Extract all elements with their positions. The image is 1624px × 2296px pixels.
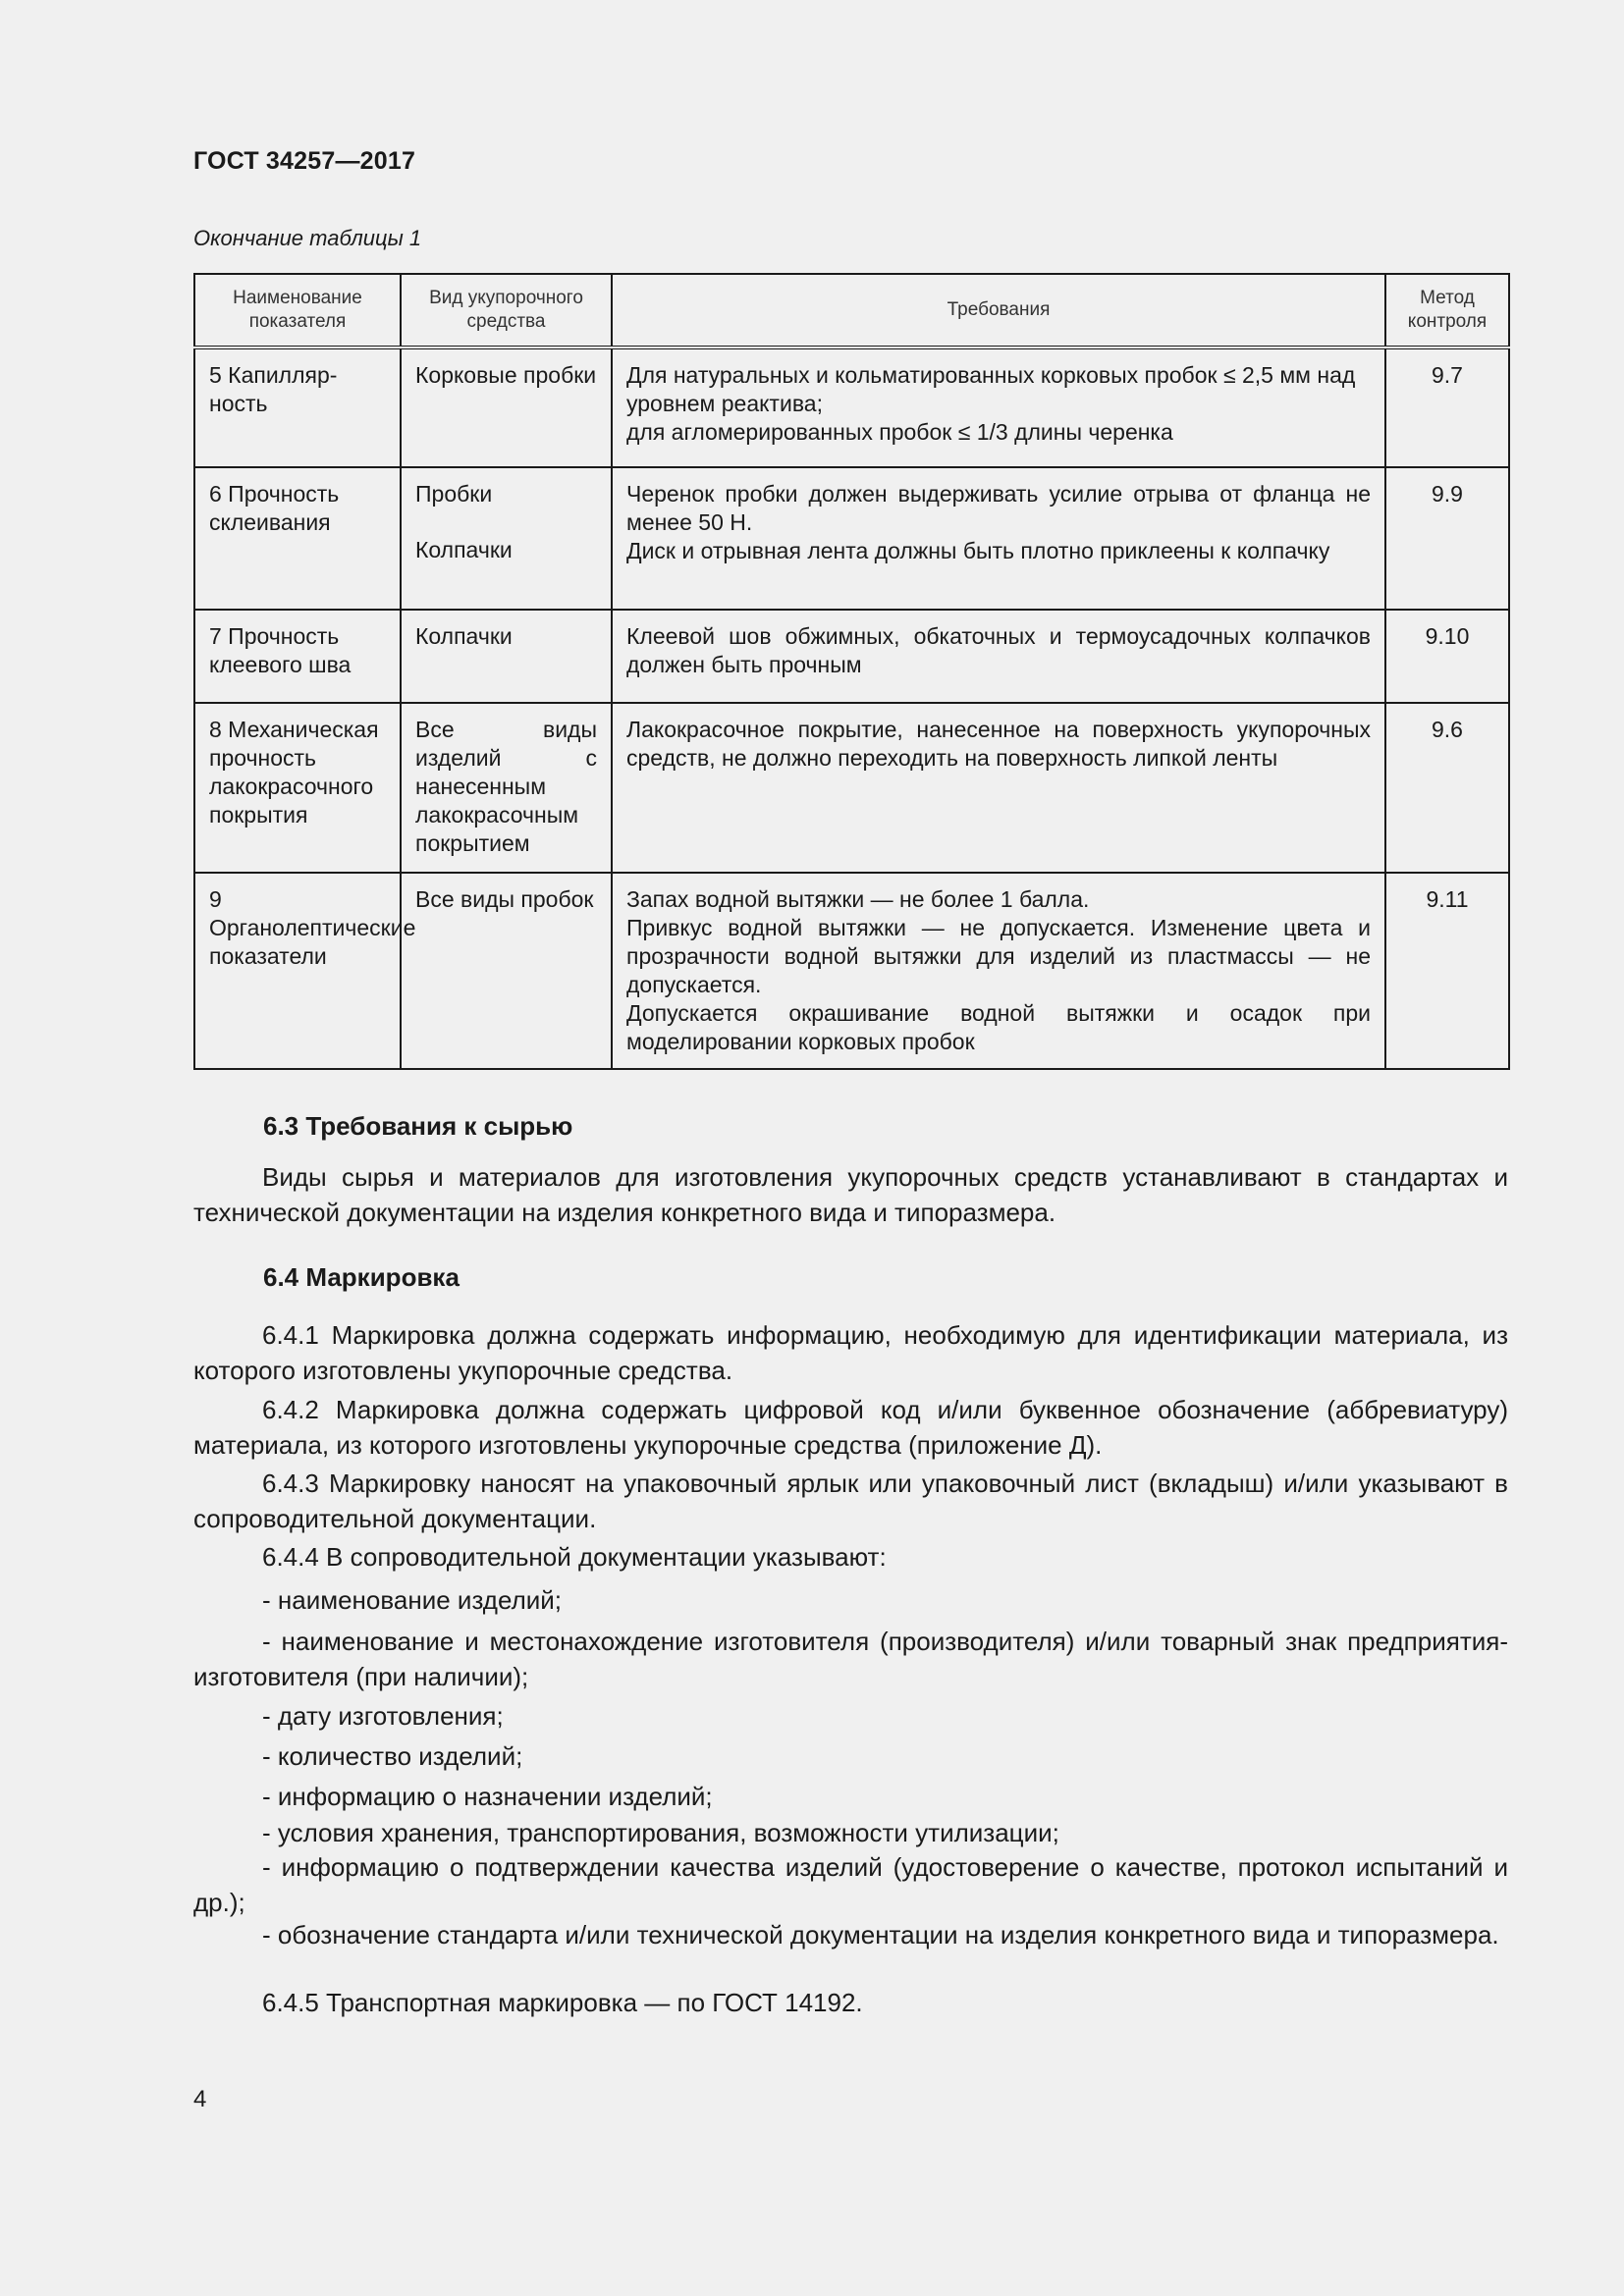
column-header: Наименование показателя bbox=[194, 274, 401, 347]
indicator-cell: 5 Капилляр-ность bbox=[194, 347, 401, 467]
list-item: - наименование изделий; bbox=[262, 1585, 563, 1615]
page-number: 4 bbox=[193, 2086, 207, 2112]
requirement-text: Диск и отрывная лента должны быть плотно приклеены к колпачку bbox=[626, 538, 1330, 563]
requirements-cell: Клеевой шов обжимных, обкаточных и термоусадочных колпачков должен быть прочным bbox=[612, 610, 1385, 703]
paragraph: 6.4.5 Транспортная маркировка — по ГОСТ 14192. bbox=[262, 1988, 863, 2017]
table-row bbox=[194, 873, 1509, 1069]
closure-type-cell bbox=[401, 467, 612, 610]
requirements-cell: Для натуральных и кольматированных корковых пробок ≤ 2,5 мм над уровнем реактива; для агломерированных пробок ≤ 1/3 длины черенка bbox=[612, 347, 1385, 467]
column-header: Метод контроля bbox=[1385, 274, 1509, 347]
closure-type-cell: Все виды изделий с нанесенным лакокрасочным покрытием bbox=[401, 703, 612, 873]
indicator-cell: 9 Органолептические показатели bbox=[194, 873, 401, 1069]
method-cell: 9.11 bbox=[1385, 873, 1509, 1069]
closure-type-cell: Колпачки bbox=[401, 610, 612, 703]
indicator-cell: 6 Прочность склеивания bbox=[194, 467, 401, 610]
method-cell: 9.6 bbox=[1385, 703, 1509, 873]
paragraph: 6.4.4 В сопроводительной документации указывают: bbox=[262, 1542, 887, 1572]
list-item: - обозначение стандарта и/или технической документации на изделия конкретного вида и типоразмера. bbox=[262, 1920, 1499, 1949]
requirements-cell: Запах водной вытяжки — не более 1 балла. Привкус водной вытяжки — не допускается. Изменение цвета и прозрачности водной вытяжки для изделий из пластмассы — не допускается. Допускается окрашивание водной вытяжки и осадок при моделировании корковых пробок bbox=[612, 873, 1385, 1069]
table-row bbox=[194, 347, 1509, 467]
paragraph: Виды сырья и материалов для изготовления укупорочных средств устанавливают в стандартах и технической документации на изделия конкретного вида и типоразмера. bbox=[193, 1162, 1508, 1227]
column-header: Требования bbox=[612, 274, 1385, 347]
table-row bbox=[194, 610, 1509, 703]
document-code: ГОСТ 34257—2017 bbox=[193, 147, 416, 175]
closure-type-cell: Корковые пробки bbox=[401, 347, 612, 467]
method-cell: 9.10 bbox=[1385, 610, 1509, 703]
list-item: - наименование и местонахождение изготовителя (производителя) и/или товарный знак предприятия-изготовителя (при наличии); bbox=[193, 1627, 1508, 1691]
paragraph: 6.4.2 Маркировка должна содержать цифровой код и/или буквенное обозначение (аббревиатуру) материала, из которого изготовлены укупорочные средства (приложение Д). bbox=[193, 1395, 1508, 1460]
closure-type-caps: Колпачки bbox=[415, 537, 513, 562]
column-header: Вид укупорочного средства bbox=[401, 274, 612, 347]
method-cell: 9.9 bbox=[1385, 467, 1509, 610]
closure-type-cell: Все виды пробок bbox=[401, 873, 612, 1069]
section-heading: 6.3 Требования к сырью bbox=[263, 1111, 573, 1141]
requirements-table bbox=[193, 273, 1510, 1070]
requirement-text: Черенок пробки должен выдерживать усилие отрыва от фланца не менее 50 Н. bbox=[626, 481, 1371, 535]
closure-type-corks: Пробки bbox=[415, 481, 493, 507]
list-item: - информацию о подтверждении качества изделий (удостоверение о качестве, протокол испытаний и др.); bbox=[193, 1852, 1508, 1917]
table-header-row bbox=[194, 274, 1509, 347]
table-caption: Окончание таблицы 1 bbox=[193, 226, 422, 250]
requirements-cell: Лакокрасочное покрытие, нанесенное на поверхность укупорочных средств, не должно переходить на поверхность липкой ленты bbox=[612, 703, 1385, 873]
table-row bbox=[194, 467, 1509, 610]
paragraph: 6.4.1 Маркировка должна содержать информацию, необходимую для идентификации материала, из которого изготовлены укупорочные средства. bbox=[193, 1320, 1508, 1385]
indicator-cell: 7 Прочность клеевого шва bbox=[194, 610, 401, 703]
method-cell: 9.7 bbox=[1385, 347, 1509, 467]
requirements-cell bbox=[612, 467, 1385, 610]
list-item: - дату изготовления; bbox=[262, 1701, 504, 1731]
table-row bbox=[194, 703, 1509, 873]
section-heading: 6.4 Маркировка bbox=[263, 1262, 460, 1292]
indicator-cell: 8 Механическая прочность лакокрасочного покрытия bbox=[194, 703, 401, 873]
cell-spacer bbox=[415, 508, 597, 536]
paragraph: 6.4.3 Маркировку наносят на упаковочный ярлык или упаковочный лист (вкладыш) и/или указывают в сопроводительной документации. bbox=[193, 1468, 1508, 1533]
list-item: - количество изделий; bbox=[262, 1741, 523, 1771]
list-item: - информацию о назначении изделий; bbox=[262, 1782, 713, 1811]
list-item: - условия хранения, транспортирования, возможности утилизации; bbox=[262, 1818, 1059, 1847]
